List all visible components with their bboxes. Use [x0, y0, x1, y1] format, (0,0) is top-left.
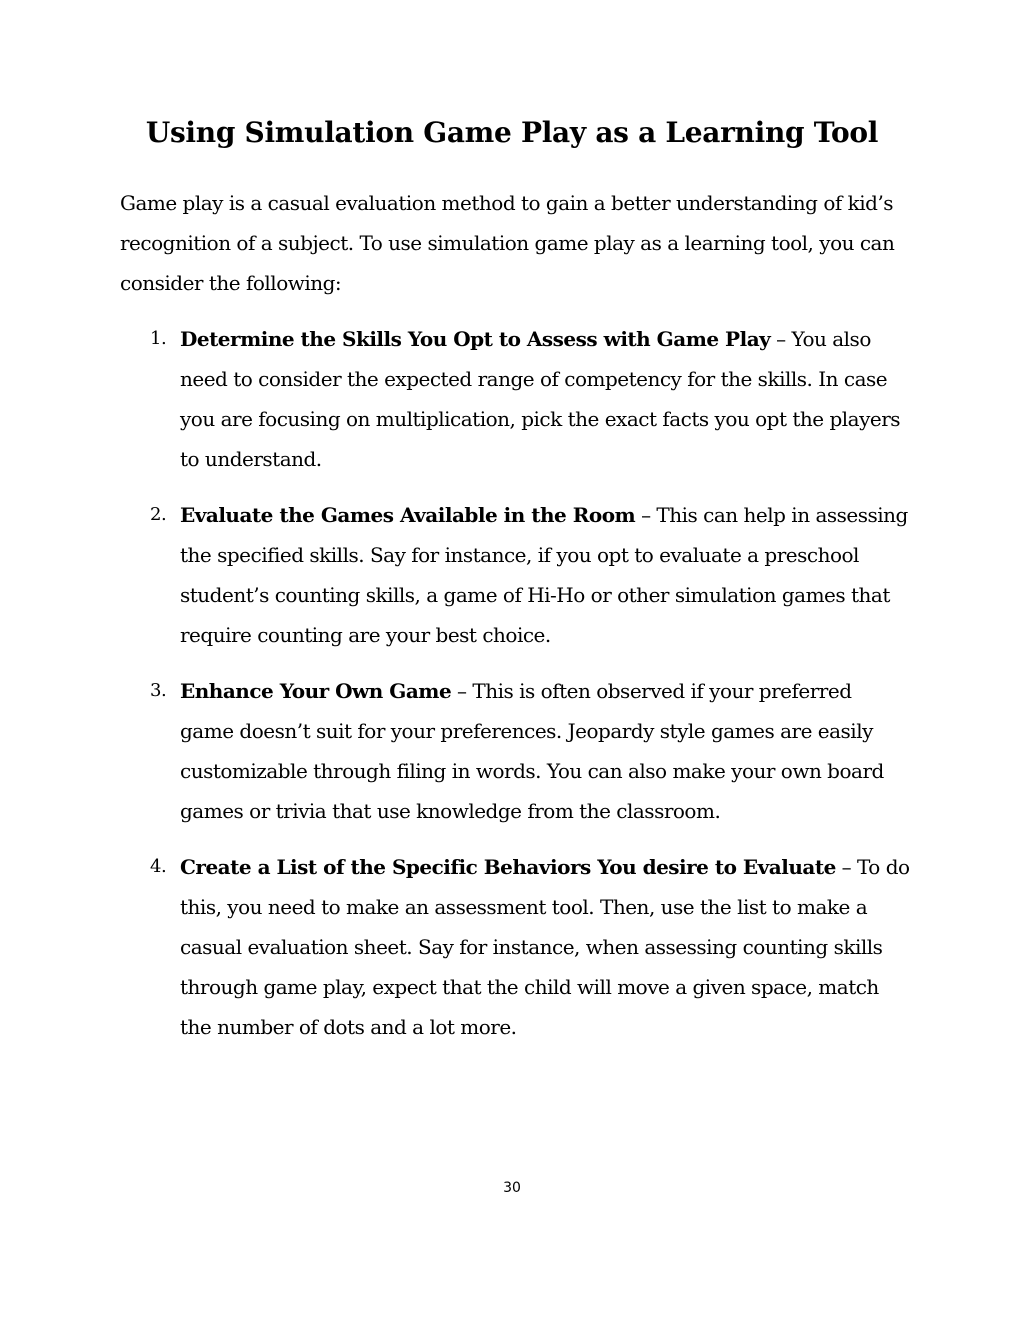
list-item-number: 4. [150, 856, 167, 877]
list-item-body: – This can help in assessing the specified skills. Say for instance, if you opt to evaluate a preschool student’s counting skills, a game of Hi-Ho or other simulation games that require counting are your best choice. [180, 503, 908, 647]
numbered-list [120, 319, 910, 1063]
list-item-body: – To do this, you need to make an assessment tool. Then, use the list to make a casual evaluation sheet. Say for instance, when assessing counting skills through game play, expect that the child will move a given space, match the number of dots and a lot more. [180, 855, 910, 1039]
list-item-number: 2. [150, 504, 167, 525]
list-item-body: – This is often observed if your preferred game doesn’t suit for your preferences. Jeopardy style games are easily customizable through filing in words. You can also make your own board games or trivia that use knowledge from the classroom. [180, 679, 884, 823]
list-item [120, 495, 910, 655]
list-item [120, 847, 910, 1047]
list-item [120, 319, 910, 479]
list-item-number: 3. [150, 680, 167, 701]
list-item-number: 1. [150, 328, 167, 349]
list-item-heading: Evaluate the Games Available in the Room [180, 503, 636, 527]
list-item-heading: Create a List of the Specific Behaviors You desire to Evaluate [180, 855, 836, 879]
page-number: 30 [503, 1180, 521, 1196]
list-item-body: – You also need to consider the expected range of competency for the skills. In case you are focusing on multiplication, pick the exact facts you opt the players to understand. [180, 327, 901, 471]
intro-paragraph: Game play is a casual evaluation method to gain a better understanding of kid’s recognition of a subject. To use simulation game play as a learning tool, you can consider the following: [120, 191, 895, 295]
list-item [120, 671, 910, 831]
list-item-heading: Determine the Skills You Opt to Assess with Game Play [180, 327, 771, 351]
page-title: Using Simulation Game Play as a Learning Tool [145, 116, 879, 149]
list-item-heading: Enhance Your Own Game [180, 679, 452, 703]
